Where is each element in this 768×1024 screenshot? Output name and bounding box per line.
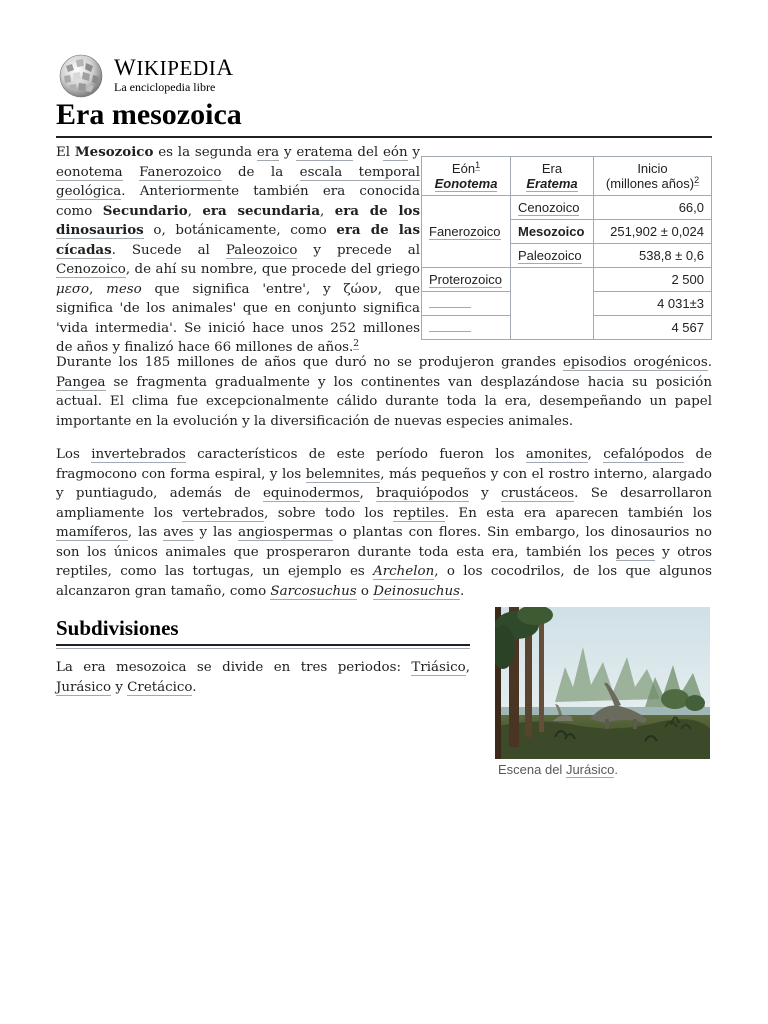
link-vertebrados[interactable]: vertebrados xyxy=(182,505,265,521)
link-cenozoico[interactable]: Cenozoico xyxy=(56,262,126,277)
link-reptiles[interactable]: reptiles xyxy=(393,505,445,521)
reference-link[interactable]: 2 xyxy=(694,174,700,185)
cell-value: 4 567 xyxy=(594,316,712,340)
blank-link[interactable] xyxy=(429,298,471,308)
link-eon[interactable]: eón xyxy=(383,145,408,160)
link-proterozoico-table[interactable]: Proterozoico xyxy=(429,272,502,287)
link-eratema-header[interactable]: Eratema xyxy=(526,176,578,191)
cell-blank-link xyxy=(422,316,511,340)
link-escala-temporal[interactable]: escala temporal geológica xyxy=(56,164,420,199)
cell-blank-link xyxy=(422,292,511,316)
link-fanerozoico[interactable]: Fanerozoico xyxy=(139,164,222,180)
link-equinodermos[interactable]: equinodermos xyxy=(262,486,360,501)
cell-value: 538,8 ± 0,6 xyxy=(594,244,712,268)
link-angiospermas[interactable]: angiospermas xyxy=(238,525,333,540)
wikipedia-wordmark[interactable]: WIKIPEDIA xyxy=(114,55,234,80)
cell-value: 4 031±3 xyxy=(594,292,712,316)
header-inicio: Inicio (millones años)$^2$ xyxy=(594,157,712,196)
jurassic-scene-image[interactable] xyxy=(495,607,710,759)
link-jurasico-caption[interactable]: Jurásico xyxy=(565,762,615,777)
link-pangea[interactable]: Pangea xyxy=(56,374,106,390)
table-row xyxy=(422,196,712,220)
geologic-time-table xyxy=(421,156,712,340)
term-era-cicadas: era de las cícadas xyxy=(56,222,420,258)
paragraph-fauna: Los invertebrados característicos de este período fueron los amonites, cefalópodos de fragmocono con forma espiral, y los belemnites, más pequeños y con el rostro interno, alargado y puntiagudo, además de equinodermos, braquiópodos y crustáceos. Se desarrollaron ampliamente los vertebrados, sobre todo los reptiles. En esta era aparecen también los mamíferos, las aves y las angiospermas o plantas con flores. Sin embargo, los dinosaurios no son los únicos animales que prosperaron durante toda esta era, también los peces y otros reptiles, como las tortugas, un ejemplo es Archelon, o los cocodrilos, de los que algunos alcanzaron gran tamaño, como Sarcosuchus o Deinosuchus. xyxy=(56,447,712,599)
reference-link[interactable]: 2 xyxy=(353,338,360,349)
link-eonotema[interactable]: eonotema xyxy=(56,164,123,180)
cell-value: 2 500 xyxy=(594,268,712,292)
table-row xyxy=(422,268,712,292)
cell-mesozoico: Mesozoico xyxy=(511,220,594,244)
site-header xyxy=(56,54,256,98)
table-header-row xyxy=(422,157,712,196)
term-mesozoico: Mesozoico xyxy=(74,144,154,160)
reference-link[interactable]: 1 xyxy=(475,159,481,170)
site-tagline: La enciclopedia libre xyxy=(114,80,216,94)
paragraph-orogeny: Durante los 185 millones de años que duró no se produjeron grandes episodios orogénicos. Pangea se fragmenta gradualmente y los continentes van desplazándose hacia su posición actual. El clima fue excepcionalmente cálido durante toda la era, desempeñando un papel importante en la evolución y la diversificación de nuevas especies animales. xyxy=(56,355,712,429)
page-title: Era mesozoica xyxy=(56,97,712,138)
link-cenozoico-table[interactable]: Cenozoico xyxy=(518,200,580,215)
link-peces[interactable]: peces xyxy=(615,544,655,560)
link-fanerozoico-table[interactable]: Fanerozoico xyxy=(429,224,501,239)
term-secundario: Secundario xyxy=(102,202,188,219)
link-dinosaurios[interactable]: dinosaurios xyxy=(56,222,144,238)
link-archelon[interactable]: Archelon xyxy=(373,564,435,579)
link-braquiopodos[interactable]: braquiópodos xyxy=(376,486,469,501)
link-era[interactable]: era xyxy=(256,145,280,160)
blank-link[interactable] xyxy=(429,322,471,332)
wikipedia-globe-logo[interactable] xyxy=(56,54,104,98)
section-heading-subdivisiones: Subdivisiones xyxy=(56,615,470,646)
cell-proterozoico xyxy=(422,268,511,292)
link-cicadas[interactable]: cícadas xyxy=(56,241,112,258)
link-jurasico[interactable]: Jurásico xyxy=(56,679,112,695)
link-eonotema-header[interactable]: Eonotema xyxy=(434,176,498,191)
link-sarcosuchus[interactable]: Sarcosuchus xyxy=(270,583,357,599)
image-caption: Escena del Jurásico. xyxy=(498,762,618,777)
link-aves[interactable]: aves xyxy=(163,525,194,540)
link-crustaceos[interactable]: crustáceos xyxy=(501,486,575,501)
cell-value: 66,0 xyxy=(594,196,712,220)
term-era-secundaria: era secundaria xyxy=(202,202,320,219)
link-episodios-orogenicos[interactable]: episodios orogénicos xyxy=(562,355,708,370)
link-mamiferos[interactable]: mamíferos xyxy=(56,525,128,540)
link-paleozoico-table[interactable]: Paleozoico xyxy=(518,248,582,263)
header-eon: Eón$^1$ Eonotema xyxy=(422,157,511,196)
cell-fanerozoico xyxy=(422,196,511,268)
link-amonites[interactable]: amonites xyxy=(525,447,588,462)
link-deinosuchus[interactable]: Deinosuchus xyxy=(373,583,460,599)
link-cefalopodos[interactable]: cefalópodos xyxy=(603,447,685,462)
link-triasico[interactable]: Triásico xyxy=(411,660,466,675)
link-eratema[interactable]: eratema xyxy=(296,145,353,160)
cell-cenozoico xyxy=(511,196,594,220)
link-belemnites[interactable]: belemnites xyxy=(305,466,381,482)
cell-paleozoico xyxy=(511,244,594,268)
intro-paragraph: El Mesozoico es la segunda era y eratema del eón y eonotema Fanerozoico de la escala temporal geológica. Anteriormente también era conocida como Secundario, era secundaria, era de los dinosaurios o, botánicamente, como era de las cícadas. Sucede al Paleozoico y precede al Cenozoico, de ahí su nombre, que procede del griego μεσο, meso que significa 'entre', y ζώον, que significa 'de los animales' que en conjunto significa 'vida intermedia'. Se inició hace unos 252 millones de años y finalizó hace 66 millones de años.$^2$ xyxy=(56,144,421,355)
section-divider xyxy=(56,648,470,649)
link-invertebrados[interactable]: invertebrados xyxy=(91,447,186,462)
link-paleozoico[interactable]: Paleozoico xyxy=(225,242,298,258)
paragraph-subdivisiones: La era mesozoica se divide en tres periodos: Triásico, Jurásico y Cretácico. xyxy=(56,660,470,695)
header-era: Era Eratema xyxy=(511,157,594,196)
term-era-dinosaurios: era de los dinosaurios xyxy=(56,202,421,238)
cell-value: 251,902 ± 0,024 xyxy=(594,220,712,244)
link-cretacico[interactable]: Cretácico xyxy=(127,679,193,695)
cell-era-empty xyxy=(511,268,594,340)
